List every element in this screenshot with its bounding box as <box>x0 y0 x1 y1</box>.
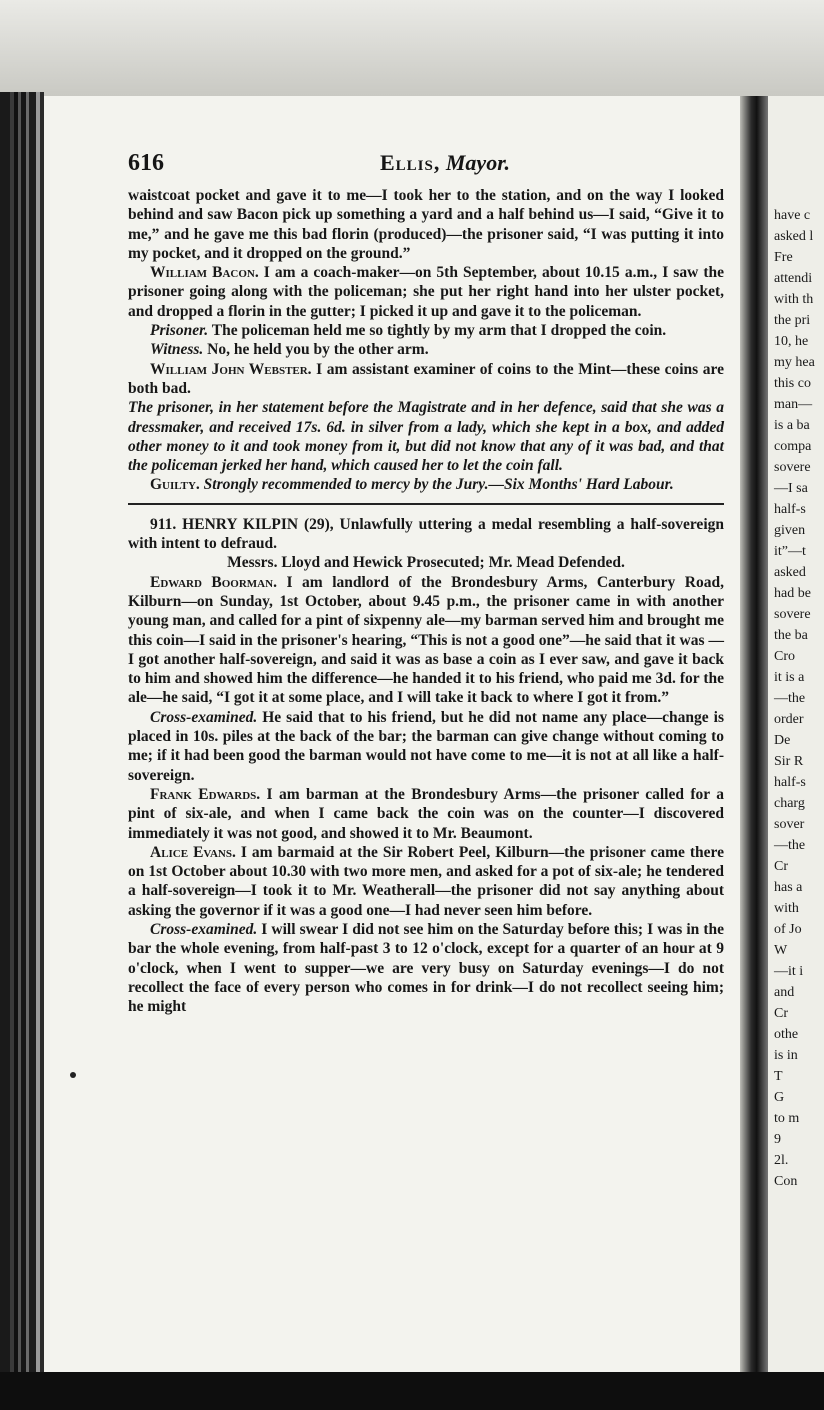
witness-text: I am a coach-maker—on 5th September, about 10.15 a.m., I saw the prisoner going along with the policeman; she put her right hand into her ulster pocket, and dropped a florin in the gutter; I picked it up and gave it to the policeman. <box>128 264 724 320</box>
facing-page-line: W <box>774 943 788 958</box>
statement-paragraph: The prisoner, in her statement before the Magistrate and in her defence, said that she was a dressmaker, and received 17s. 6d. in silver from a lady, which she kept in a box, and added other money to it and took money from it, but did not know that any of it was bad, and that the policeman jerked her hand, which caused her to let the coin fall. <box>128 399 724 475</box>
book-binding-edge <box>0 92 44 1382</box>
section-rule <box>128 503 724 505</box>
facing-page-line: asked <box>774 565 806 580</box>
role-text: He said that to his friend, but he did not name any place—change is placed in 10s. piles at the back of the bar; the barman can give change without coming to me; if it had been good the barman would not have come to me—it is not at all like a half-sovereign. <box>128 708 724 784</box>
verdict-name: Guilty. <box>150 476 200 494</box>
role-name: Cross-examined. <box>150 920 258 938</box>
counsel-paragraph: Messrs. Lloyd and Hewick Prosecuted; Mr. Mead Defended. <box>227 554 625 572</box>
facing-page-line: G <box>774 1090 785 1105</box>
facing-page-line: Cr <box>774 859 788 874</box>
role-paragraph <box>128 708 724 785</box>
page-header <box>128 150 724 182</box>
running-head-name: Ellis, <box>380 150 441 175</box>
facing-page-line: —the <box>774 691 806 706</box>
book-gutter <box>740 96 768 1372</box>
facing-page-line: half-s <box>774 502 806 517</box>
witness-paragraph <box>128 263 724 321</box>
facing-page-line: it is a <box>774 670 805 685</box>
witness-name: Frank Edwards. <box>150 785 261 803</box>
witness-paragraph <box>128 360 724 399</box>
facing-page-line: 2l. <box>774 1153 789 1168</box>
facing-page-line: is in <box>774 1048 798 1063</box>
page-body-text <box>128 186 724 1016</box>
witness-name: Alice Evans. <box>150 843 236 861</box>
facing-page-line: had be <box>774 586 811 601</box>
facing-page-line: the ba <box>774 628 808 643</box>
facing-page-line: sovere <box>774 460 811 475</box>
facing-page-line: man— <box>774 397 813 412</box>
facing-page-line: this co <box>774 376 811 391</box>
verdict-paragraph <box>128 475 724 494</box>
facing-page-line: have c <box>774 208 811 223</box>
running-head-title: Mayor. <box>445 150 511 175</box>
witness-text: I am landlord of the Brondesbury Arms, Canterbury Road, Kilburn—on Sunday, 1st October, about 9.45 p.m., the prisoner came in with another young man, and called for a pint of sixpenny ale—my barman served him and brought me this coin—I said in the prisoner's hearing, “This is not a good one”—he said that it was —I got another half-sovereign, and said it was as base a coin as I ever saw, and gave it back to him and showed him the difference—he handed it to his friend, who paid me 3d. for the ale—he said, “I got it at some place, and I will take it back to where I got it from.” <box>128 573 724 707</box>
scan-background-bottom <box>0 1372 824 1410</box>
witness-paragraph <box>128 785 724 843</box>
scan-background-top <box>0 0 824 96</box>
witness-name: William John Webster. <box>150 360 312 378</box>
facing-page-line: De <box>774 733 791 748</box>
witness-paragraph <box>128 843 724 920</box>
case-paragraph: 911. HENRY KILPIN (29), Unlawfully uttering a medal resembling a half-sovereign with intent to defraud. <box>128 515 724 553</box>
role-name: Prisoner. <box>150 322 209 340</box>
facing-page-line: is a ba <box>774 418 810 433</box>
witness-paragraph <box>128 573 724 708</box>
facing-page-line: to m <box>774 1111 800 1126</box>
facing-page-line: othe <box>774 1027 799 1042</box>
facing-page-line: Sir R <box>774 754 804 769</box>
facing-page-line: my hea <box>774 355 815 370</box>
facing-page-line: given <box>774 523 806 538</box>
facing-page-line: —the <box>774 838 806 853</box>
witness-text: I am assistant examiner of coins to the Mint—these coins are both bad. <box>128 360 724 397</box>
facing-page-line: has a <box>774 880 803 895</box>
facing-page-line: asked l <box>774 229 814 244</box>
facing-page-line: charg <box>774 796 805 811</box>
facing-page-line: order <box>774 712 804 727</box>
facing-page-line: with th <box>774 292 814 307</box>
facing-page-line: with <box>774 901 799 916</box>
facing-page-line: T <box>774 1069 783 1084</box>
facing-page-line: sovere <box>774 607 811 622</box>
role-text: No, he held you by the other arm. <box>203 341 429 359</box>
facing-page-line: 9 <box>774 1132 781 1147</box>
text-paragraph: waistcoat pocket and gave it to me—I took her to the station, and on the way I looked behind and saw Bacon pick up something a yard and a half behind us—I said, “Give it to me,” and he gave me this bad florin (produced)—the prisoner said, “I was putting it into my pocket, and it dropped on the ground.” <box>128 187 724 262</box>
role-name: Witness. <box>150 341 204 359</box>
facing-page-line: —I sa <box>774 481 808 496</box>
witness-text: I am barmaid at the Sir Robert Peel, Kilburn—the prisoner came there on 1st October about 10.30 with two more men, and asked for a pot of six-ale; he tendered a half-sovereign—I took it to Mr. Weatherall—the prisoner did not say anything about asking the governor if it was a good one—I had never seen him before. <box>128 843 724 919</box>
facing-page-line: it”—t <box>774 544 806 559</box>
role-text: The policeman held me so tightly by my arm that I dropped the coin. <box>208 322 667 340</box>
facing-page-line: and <box>774 985 795 1000</box>
verdict-text: Strongly recommended to mercy by the Jury.—Six Months' Hard Labour. <box>199 476 674 494</box>
witness-text: I am barman at the Brondesbury Arms—the prisoner called for a pint of six-ale, and when I came back the coin was on the counter—I discovered immediately it was not good, and showed it to Mr. Beaumont. <box>128 785 724 842</box>
facing-page-line: sover <box>774 817 805 832</box>
facing-page-line: Fre <box>774 250 793 265</box>
facing-page-line: —it i <box>774 964 804 979</box>
facing-page-line: attendi <box>774 271 813 286</box>
page-number: 616 <box>128 150 164 176</box>
facing-page-line: the pri <box>774 313 811 328</box>
facing-page-line: Cro <box>774 649 795 664</box>
role-name: Cross-examined. <box>150 708 258 726</box>
role-paragraph <box>128 340 724 359</box>
role-paragraph <box>128 920 724 1016</box>
margin-mark <box>70 1072 76 1078</box>
facing-page-line: Cr <box>774 1006 788 1021</box>
facing-page-line: 10, he <box>774 334 809 349</box>
witness-name: William Bacon. <box>150 264 259 282</box>
role-text: I will swear I did not see him on the Saturday before this; I was in the bar the whole evening, from half-past 3 to 12 o'clock, except for a quarter of an hour at 9 o'clock, when I went to supper—we are very busy on Saturday evenings—I do not recollect the face of every person who comes in for drink—I do not recollect seeing him; he might <box>128 920 724 1016</box>
facing-page-line: half-s <box>774 775 806 790</box>
facing-page-line: compa <box>774 439 812 454</box>
facing-page-line: of Jo <box>774 922 802 937</box>
witness-name: Edward Boorman. <box>150 573 277 591</box>
facing-page-fragment <box>768 96 824 1372</box>
facing-page-line: Con <box>774 1174 798 1189</box>
role-paragraph <box>128 321 724 340</box>
running-head <box>380 150 510 176</box>
